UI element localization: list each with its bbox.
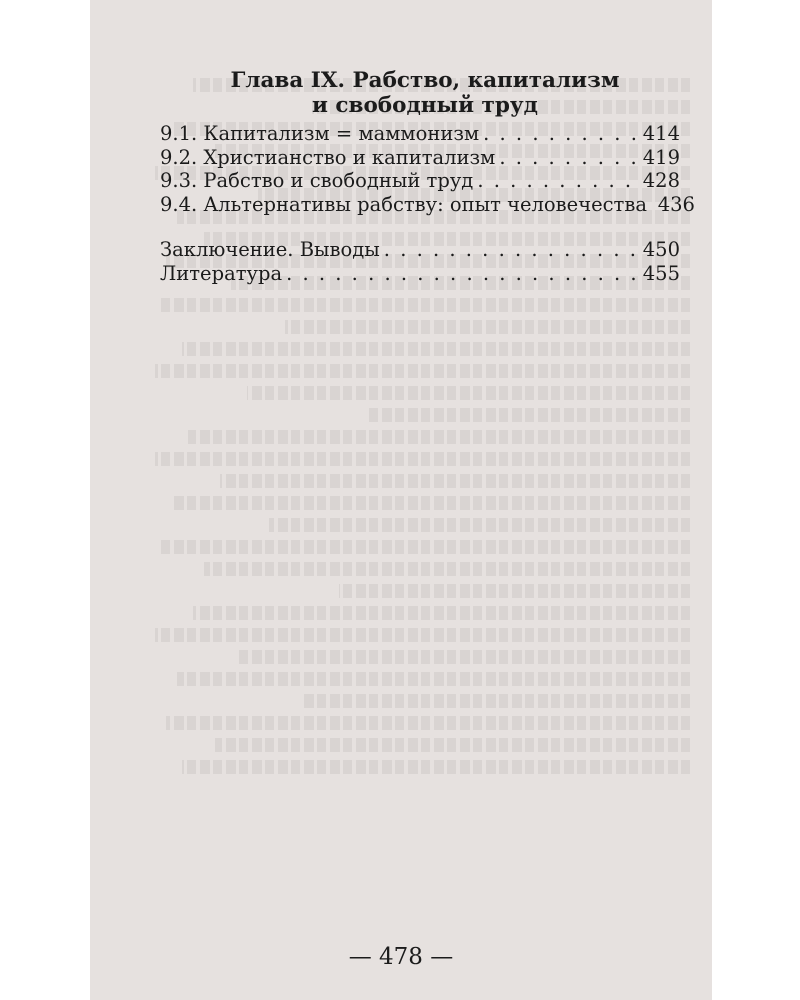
toc-entry-label: Заключение. Выводы [160, 238, 380, 261]
toc-entry-page: 419 [642, 145, 680, 169]
toc-entry-page: 436 [657, 192, 695, 216]
toc-entry-label: 9.3. Рабство и свободный труд [160, 169, 474, 192]
page-number: — 478 — [348, 944, 454, 970]
toc-dot-leader [477, 169, 636, 193]
chapter-title-line-2: и свободный труд [312, 93, 538, 118]
toc-entry-label: 9.1. Капитализм = маммонизм [160, 122, 480, 145]
toc-entry [160, 122, 680, 146]
toc-entry-label: Литература [160, 261, 283, 285]
chapter-title [160, 68, 680, 118]
toc-dot-leader [483, 122, 636, 146]
toc-entry-label: 9.4. Альтернативы рабству: опыт человечества [160, 192, 647, 216]
toc-entry [160, 262, 680, 286]
section-gap [160, 216, 680, 238]
toc-dot-leader [499, 146, 636, 170]
toc-entry-label: 9.2. Христианство и капитализм [160, 145, 496, 169]
toc-entry-page: 428 [642, 169, 680, 192]
toc-entry-page: 455 [642, 261, 680, 285]
toc-entry-page: 414 [642, 122, 680, 145]
table-of-contents [160, 68, 695, 285]
toc-entry [160, 238, 680, 262]
toc-dot-leader [384, 238, 636, 262]
toc-entry [160, 192, 695, 217]
chapter-title-line-1: Глава IX. Рабство, капитализм [230, 68, 620, 93]
toc-dot-leader [286, 262, 636, 286]
book-page [90, 0, 712, 1000]
toc-entry [160, 146, 680, 170]
toc-entry [160, 169, 680, 193]
toc-entry-page: 450 [642, 238, 680, 261]
